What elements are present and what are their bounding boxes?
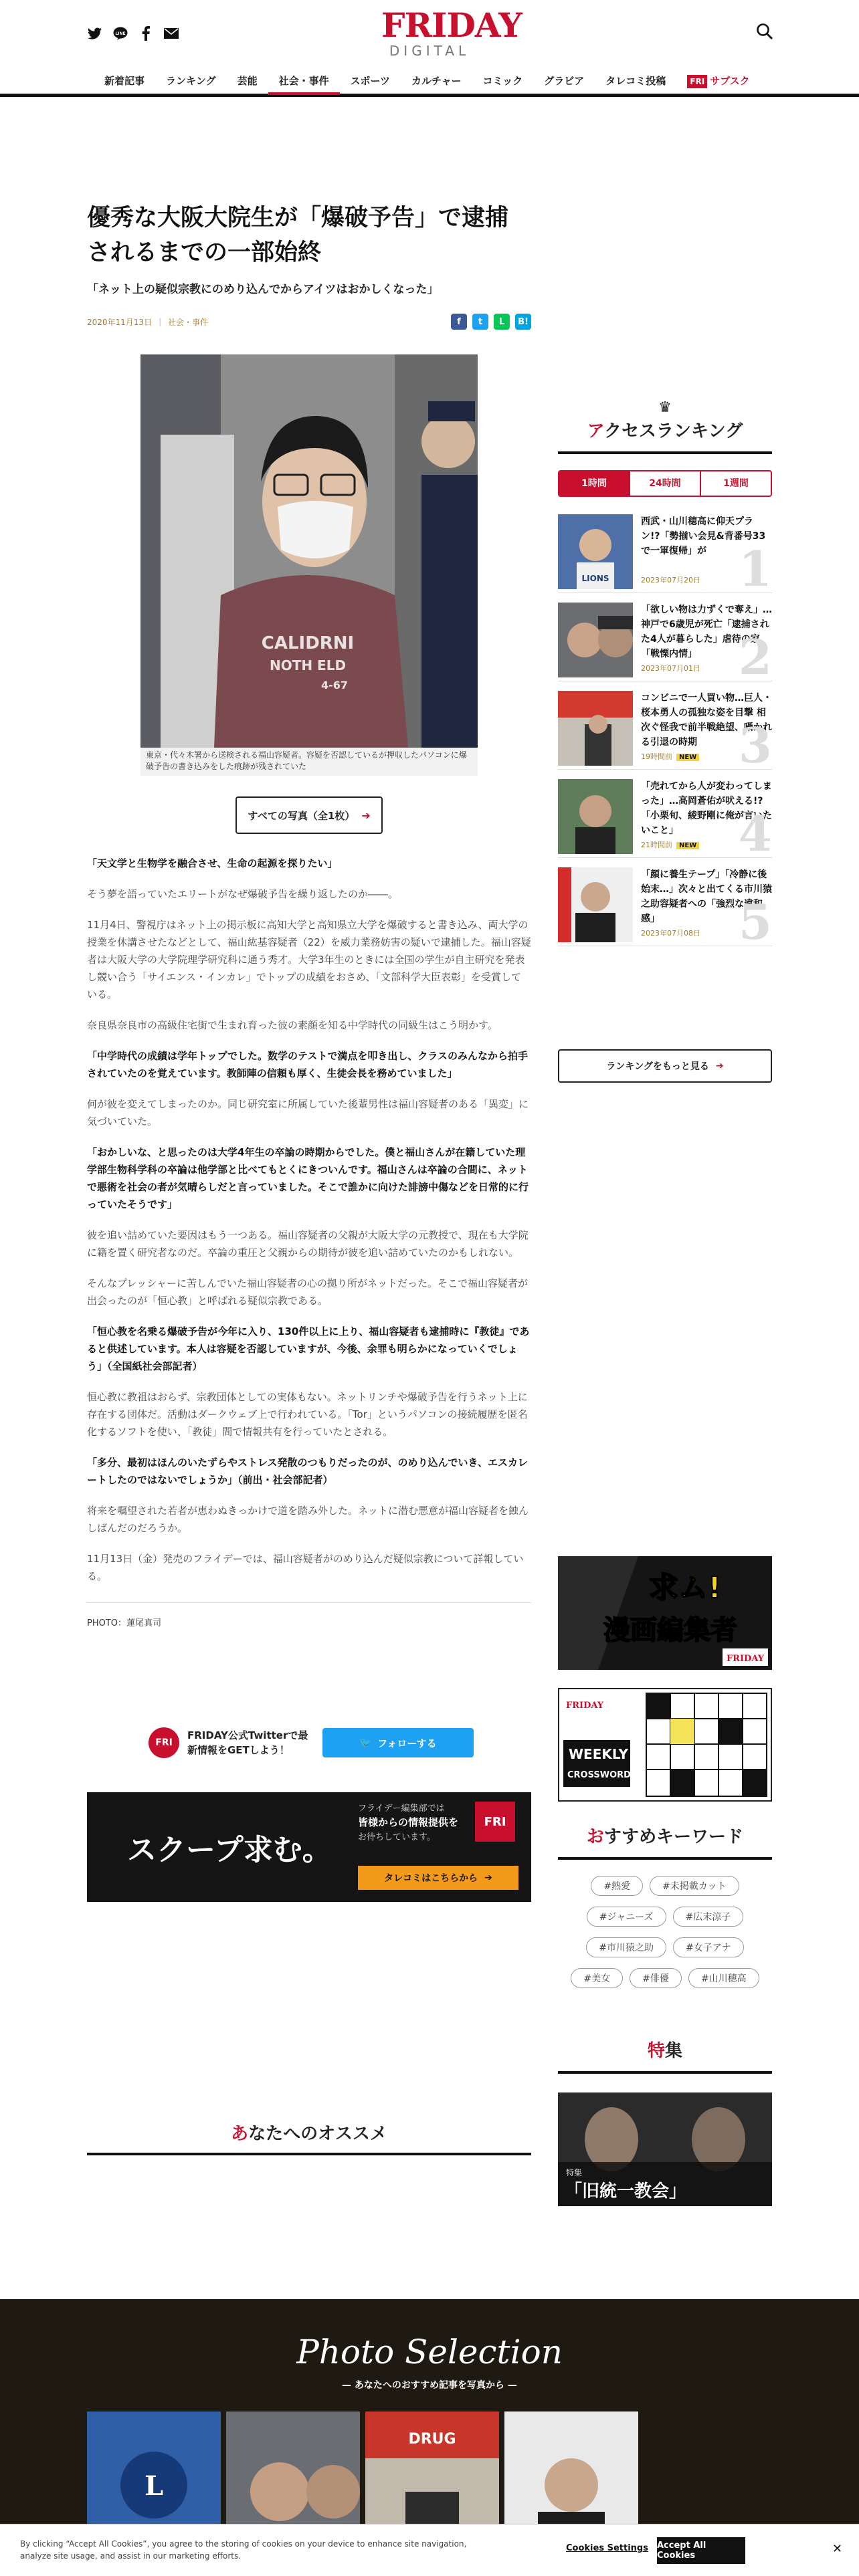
ranking-item[interactable] bbox=[558, 593, 772, 685]
scoop-line2: 皆様からの情報提供を bbox=[358, 1816, 459, 1828]
svg-text:DRUG: DRUG bbox=[408, 2431, 456, 2448]
manga-ad-logo: FRIDAY bbox=[726, 1654, 765, 1664]
paragraph: 何が彼を変えてしまったのか。同じ研究室に所属していた後輩男性は福山容疑者のある「異変」に気づいていた。 bbox=[87, 1098, 529, 1128]
nav-item-society[interactable]: 社会・事件 bbox=[268, 71, 340, 95]
twitter-icon: 🐦 bbox=[359, 1737, 373, 1749]
nav-item-comic[interactable]: コミック bbox=[482, 75, 523, 87]
logo-main: FRIDAY bbox=[381, 5, 522, 45]
scoop-headline: スクープ求む。 bbox=[127, 1833, 332, 1867]
keywords-widget bbox=[558, 1823, 772, 1988]
subscribe-badge: FRI bbox=[687, 75, 707, 88]
svg-text:L: L bbox=[144, 2470, 164, 2502]
twitter-icon[interactable] bbox=[87, 25, 103, 41]
ranking-thumbnail bbox=[558, 514, 633, 589]
nav-item-subscribe[interactable] bbox=[676, 71, 760, 95]
nav-item-tip-submission[interactable]: タレコミ投稿 bbox=[605, 75, 666, 87]
paragraph: 11月4日、警視庁はネット上の掲示板に高知大学と高知県立大学を爆破すると書き込み、両大学の授業を休講させたなどとして、福山紘基容疑者（22）を威力業務妨害の疑いで逮捕した。福山容疑者は大阪大学の大学院理学研究科に通う秀才。大学3年生のときには全国の学生が自主研究を発表し競い合う「サイエンス・インカレ」でトップの成績をおさめ、「文部科学大臣表彰」を受賞している。 bbox=[87, 919, 531, 1000]
keyword-tags bbox=[558, 1876, 772, 1988]
paragraph: 奈良県奈良市の高級住宅街で生まれ育った彼の素顔を知る中学時代の同級生はこう明かす。 bbox=[87, 1019, 498, 1031]
site-logo[interactable] bbox=[381, 5, 522, 59]
manga-ad-line1: 求ム! bbox=[648, 1571, 722, 1605]
recommend-section bbox=[87, 2120, 531, 2155]
twitter-follow-box bbox=[149, 1727, 474, 1758]
article-header bbox=[87, 201, 531, 330]
nav-item-new[interactable]: 新着記事 bbox=[104, 75, 145, 87]
ranking-title: アクセスランキング bbox=[558, 417, 772, 454]
scoop-text bbox=[358, 1802, 458, 1844]
paragraph: 彼を追い詰めていた要因はもう一つある。福山容疑者の父親が大阪大学の元教授で、現在も大学院に籍を置く研究者なのだ。卒論の重圧と父親からの期待が彼を追い詰めていたのかもしれない。 bbox=[87, 1229, 529, 1259]
article-title: 優秀な大阪大院生が「爆破予告」で逮捕されるまでの一部始終 bbox=[87, 205, 509, 266]
ranking-number: 1 bbox=[738, 540, 772, 597]
twitter-follow-text: FRIDAY公式Twitterで最新情報をGETしよう！ bbox=[187, 1729, 308, 1756]
paragraph-quote: 「多分、最初はほんのいたずらやストレス発散のつもりだったのが、のめり込んでいき、エスカレートしたのではないでしょうか」（前出・社会部記者） bbox=[87, 1457, 528, 1486]
feature-label-small: 特集 bbox=[566, 2168, 583, 2177]
subscribe-label: サブスク bbox=[710, 75, 750, 87]
ranking-number: 4 bbox=[738, 805, 772, 862]
ranking-thumbnail bbox=[558, 867, 633, 942]
ranking-thumbnail bbox=[558, 603, 633, 677]
ranking-item-date: 2023年07月01日 bbox=[641, 664, 700, 673]
ranking-number: 5 bbox=[738, 893, 772, 950]
article-photo-image bbox=[140, 354, 478, 748]
scoop-line1: フライデー編集部では bbox=[358, 1804, 445, 1814]
paragraph: 恒心教に教祖はおらず、宗教団体としての実体もない。ネットリンチや爆破予告を行うネット上に存在する団体だ。活動はダークウェブ上で行われている。「Tor」というパソコンの接続履歴を匿名化するソフトを使い、「教徒」間で情報共有を行っていたとされる。 bbox=[87, 1391, 528, 1438]
meta-separator: | bbox=[159, 317, 162, 326]
crossword-ad-logo: FRIDAY bbox=[566, 1701, 604, 1711]
photo-selection-title: Photo Selection bbox=[296, 2333, 563, 2371]
ranking-tabs bbox=[558, 470, 772, 497]
keyword-tag[interactable]: #熱愛 bbox=[591, 1876, 643, 1896]
ranking-thumbnail bbox=[558, 779, 633, 854]
all-photos-button[interactable] bbox=[235, 796, 383, 834]
ranking-item-date: 2023年07月08日 bbox=[641, 929, 700, 938]
new-badge: NEW bbox=[676, 842, 699, 849]
new-badge: NEW bbox=[676, 754, 699, 761]
manga-ad-line2: 漫画編集者 bbox=[603, 1615, 737, 1646]
close-icon[interactable]: ✕ bbox=[832, 2542, 843, 2556]
ranking-more-label: ランキングをもっと見る bbox=[606, 1061, 709, 1072]
svg-text:LIONS: LIONS bbox=[581, 574, 609, 583]
feature-title: 特集 bbox=[558, 2037, 772, 2074]
keyword-tag[interactable]: #広末涼子 bbox=[673, 1907, 744, 1927]
share-line-icon[interactable]: L bbox=[494, 314, 510, 330]
ranking-item-title: 西武・山川穂高に仰天プラン!?「勢揃い会見&背番号33で一軍復帰」が bbox=[641, 516, 766, 556]
svg-text:4-67: 4-67 bbox=[320, 679, 349, 691]
paragraph: そんなプレッシャーに苦しんでいた福山容疑者の心の拠り所がネットだった。そこで福山容疑者が出会ったのが「恒心教」と呼ばれる疑似宗教である。 bbox=[87, 1277, 528, 1307]
nav-item-ranking[interactable]: ランキング bbox=[166, 75, 216, 87]
ranking-thumbnail bbox=[558, 691, 633, 766]
ranking-item-title: コンビニで一人買い物…巨人・桜本勇人の孤独な姿を目撃 相次ぐ怪我で前半戦絶望、囁かれる引退の時期 bbox=[641, 693, 772, 748]
article-body bbox=[87, 855, 531, 1632]
share-buttons bbox=[451, 314, 531, 330]
weekly-crossword-ad[interactable] bbox=[558, 1688, 772, 1802]
keyword-tag[interactable]: #山川穂高 bbox=[688, 1968, 759, 1988]
all-photos-label: すべての写真（全1枚） bbox=[248, 809, 355, 822]
nav-item-culture[interactable]: カルチャー bbox=[411, 75, 462, 87]
follow-label: フォローする bbox=[377, 1737, 437, 1749]
cookie-banner bbox=[0, 2524, 859, 2576]
site-header bbox=[0, 0, 859, 97]
search-icon[interactable] bbox=[756, 23, 775, 41]
ranking-item[interactable] bbox=[558, 681, 772, 774]
share-twitter-icon[interactable]: t bbox=[472, 314, 488, 330]
twitter-follow-button[interactable] bbox=[322, 1728, 474, 1757]
scoop-button[interactable] bbox=[358, 1866, 518, 1890]
svg-text:CALIDRNI: CALIDRNI bbox=[261, 633, 355, 653]
social-links bbox=[87, 25, 179, 41]
scoop-banner[interactable] bbox=[87, 1792, 531, 1902]
nav-item-sports[interactable]: スポーツ bbox=[350, 75, 391, 87]
ranking-item-title: 「欲しい物は力ずくで奪え」…神戸で6歳児が死亡「逮捕された4人が暮らした」虐待の家「戦慄内情」 bbox=[641, 605, 772, 659]
keyword-tag[interactable]: #女子アナ bbox=[673, 1937, 744, 1957]
tab-24hours[interactable]: 24時間 bbox=[629, 471, 700, 496]
accept-cookies-button[interactable]: Accept All Cookies bbox=[657, 2537, 745, 2564]
ranking-item-date: 19時間前 NEW bbox=[641, 751, 699, 762]
ranking-widget bbox=[558, 399, 772, 950]
scoop-button-label: タレコミはこちらから bbox=[384, 1873, 478, 1884]
cookie-settings-button[interactable]: Cookies Settings bbox=[566, 2543, 648, 2553]
keywords-title: おすすめキーワード bbox=[558, 1823, 772, 1860]
crossword-ad-label2: CROSSWORD bbox=[567, 1770, 631, 1780]
main-nav bbox=[94, 71, 761, 95]
ranking-list bbox=[558, 505, 772, 950]
paragraph-quote: 「おかしいな、と思ったのは大学4年生の卒論の時期からでした。僕と福山さんが在籍していた理学部生物科学科の卒論は他学部と比べてもとくにきついんです。福山さんは卒論の合間に、ネットで悪術を社会の者が気晴らしだと言っていました。そこで誰かに向けた誹謗中傷などを日常的に行っていたそうです」 bbox=[87, 1146, 529, 1210]
ranking-number: 2 bbox=[738, 629, 772, 685]
scoop-line3: お待ちしています。 bbox=[358, 1832, 436, 1842]
ranking-item[interactable] bbox=[558, 770, 772, 862]
crossword-ad-label1: WEEKLY bbox=[569, 1746, 628, 1762]
tab-1hour[interactable]: 1時間 bbox=[559, 471, 629, 496]
cookie-text: By clicking “Accept All Cookies”, you agree to the storing of cookies on your device to enhance site navigation, analyze site usage, and assist in our marketing efforts. bbox=[20, 2539, 467, 2561]
paragraph-quote: 「恒心教を名乗る爆破予告が今年に入り、130件以上に上り、福山容疑者も逮捕時に『教徒』であると供述しています。本人は容疑を否認していますが、今後、余罪も明らかになっていくでしょう」（全国紙社会部記者） bbox=[87, 1325, 530, 1372]
article-date: 2020年11月13日 bbox=[87, 317, 153, 327]
share-hatena-icon[interactable]: B! bbox=[515, 314, 531, 330]
svg-text:LINE: LINE bbox=[115, 31, 126, 36]
ranking-number: 3 bbox=[738, 717, 772, 774]
article-category[interactable]: 社会・事件 bbox=[168, 317, 209, 327]
paragraph-quote: 「中学時代の成績は学年トップでした。数学のテストで満点を叩き出し、クラスのみんなから拍手されていたのを覚えています。教師陣の信頼も厚く、生徒会長を務めていました」 bbox=[87, 1050, 528, 1079]
feature-label-big: 「旧統一教会」 bbox=[565, 2181, 687, 2202]
keyword-tag[interactable]: #美女 bbox=[571, 1968, 623, 1988]
keyword-tag[interactable]: #市川猿之助 bbox=[586, 1937, 666, 1957]
crown-icon: ♛ bbox=[658, 399, 672, 416]
logo-sub: DIGITAL bbox=[389, 43, 470, 59]
recommend-title: あなたへのオススメ bbox=[231, 2124, 387, 2144]
keyword-tag[interactable]: #ジャニーズ bbox=[587, 1907, 666, 1927]
paragraph-quote: 「天文学と生物学を融合させ、生命の起源を探りたい」 bbox=[87, 857, 338, 869]
paragraph: 将来を嘱望された若者が恵わぬきっかけで道を踏み外した。ネットに潜む悪意が福山容疑者を蝕んしばんだのだろうか。 bbox=[87, 1505, 529, 1534]
feature-banner[interactable] bbox=[558, 2092, 772, 2206]
line-icon[interactable] bbox=[112, 25, 128, 41]
fri-badge: FRI bbox=[149, 1727, 179, 1758]
arrow-right-icon: ➔ bbox=[715, 1061, 724, 1071]
article-subtitle: 「ネット上の疑似宗教にのめり込んでからアイツはおかしくなった」 bbox=[87, 283, 439, 296]
facebook-icon[interactable] bbox=[138, 25, 154, 41]
photo-caption: 東京・代々木署から送検される福山容疑者。容疑を否認しているが押収したパソコンに爆破予告の書き込みをした痕跡が残されていた bbox=[140, 748, 478, 776]
ranking-more-button[interactable] bbox=[558, 1049, 772, 1083]
ranking-item[interactable] bbox=[558, 505, 772, 597]
ranking-item[interactable] bbox=[558, 858, 772, 950]
ranking-item-title: 「売れてから人が変わってしまった」…高岡蒼佑が吠える!?「小栗旬、綾野剛に俺が言いたいこと」 bbox=[641, 781, 772, 836]
ranking-item-date: 2023年07月20日 bbox=[641, 576, 700, 584]
svg-text:NOTH ELD: NOTH ELD bbox=[269, 657, 347, 673]
paragraph: そう夢を語っていたエリートがなぜ爆破予告を繰り返したのか――。 bbox=[87, 888, 399, 900]
keyword-tag[interactable]: #未掲載カット bbox=[650, 1876, 739, 1896]
article-photo[interactable] bbox=[140, 354, 478, 776]
scoop-fri-badge: FRI bbox=[475, 1802, 515, 1842]
mail-icon[interactable] bbox=[163, 25, 179, 41]
arrow-right-icon: ➔ bbox=[361, 809, 371, 822]
paragraph: 11月13日（金）発売のフライデーでは、福山容疑者がのめり込んだ疑似宗教について詳報している。 bbox=[87, 1553, 524, 1582]
keyword-tag[interactable]: #俳優 bbox=[630, 1968, 682, 1988]
ranking-item-date: 21時間前 NEW bbox=[641, 839, 699, 850]
nav-item-gravure[interactable]: グラビア bbox=[544, 75, 585, 87]
share-facebook-icon[interactable]: f bbox=[451, 314, 467, 330]
ranking-item-title: 「顔に養生テープ」「冷静に後始末…」次々と出てくる市川猿之助容疑者への「強烈な違和感」 bbox=[641, 869, 772, 924]
tab-1week[interactable]: 1週間 bbox=[700, 471, 771, 496]
photo-selection-subtitle: — あなたへのおすすめ記事を写真から — bbox=[342, 2380, 517, 2391]
article-meta bbox=[87, 314, 531, 330]
photo-credit: PHOTO：蓮尾真司 bbox=[87, 1602, 531, 1632]
nav-item-entertainment[interactable]: 芸能 bbox=[237, 75, 258, 87]
manga-editor-ad[interactable] bbox=[558, 1556, 772, 1670]
feature-widget bbox=[558, 2037, 772, 2206]
arrow-right-icon: ➔ bbox=[484, 1872, 492, 1883]
